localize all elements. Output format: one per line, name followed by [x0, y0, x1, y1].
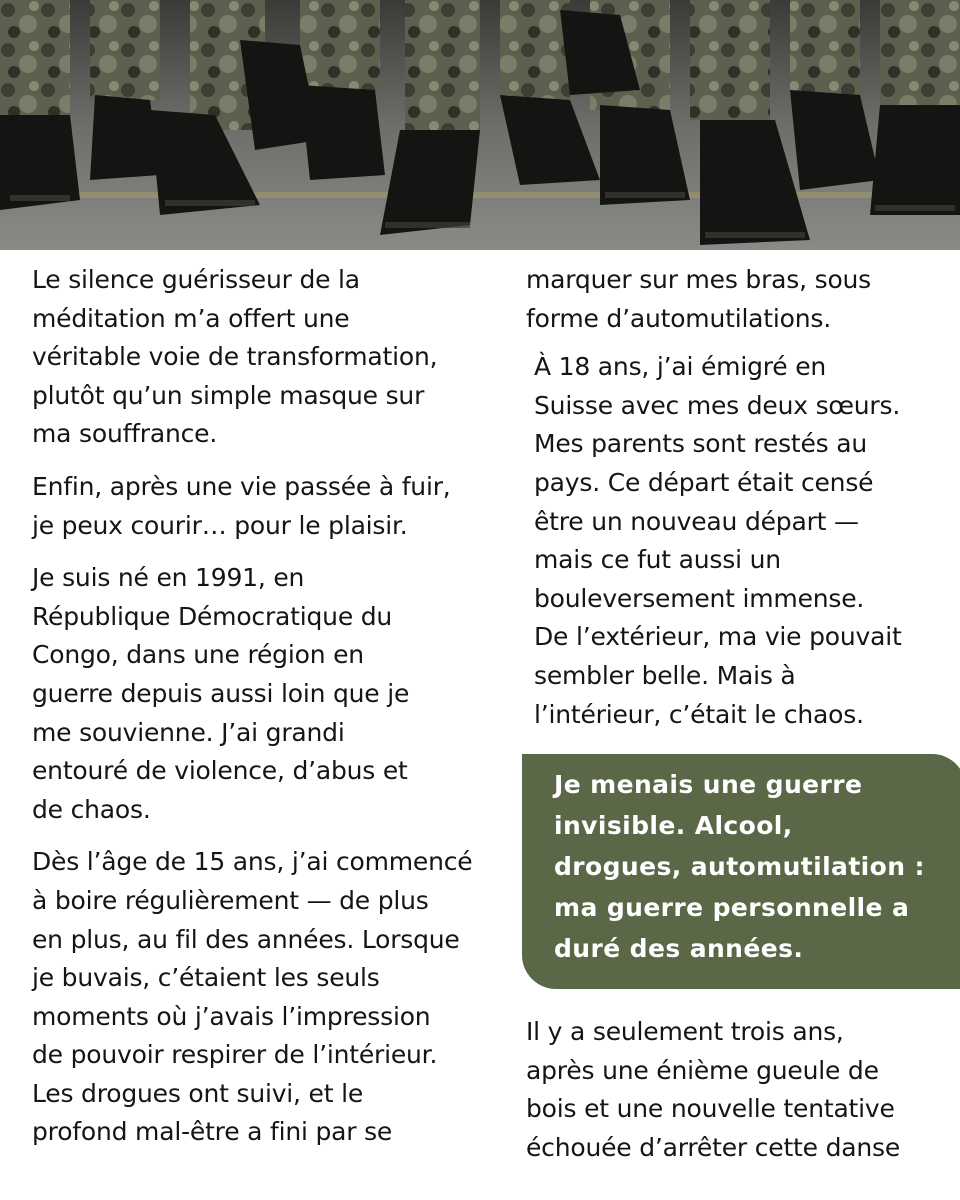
paragraph-meditation: Le silence guérisseur de la méditation m’a offert une véritable voie de transformation, plutôt qu’un simple masque sur ma souffrance.	[32, 265, 438, 449]
paragraph-three-years-ago: Il y a seulement trois ans, après une énième gueule de bois et une nouvelle tentative échouée d’arrêter cette danse	[526, 1017, 901, 1162]
hero-image	[0, 0, 960, 250]
article-column-right	[526, 261, 946, 1182]
paragraph-birth: Je suis né en 1991, en République Démocratique du Congo, dans une région en guerre depuis aussi loin que je me souvienne. J’ai grandi entouré de violence, d’abus et de chaos.	[32, 563, 410, 824]
paragraph-running: Enfin, après une vie passée à fuir, je peux courir… pour le plaisir.	[32, 471, 451, 540]
marching-soldiers-boots-photo-icon	[0, 0, 960, 250]
article-column-left	[32, 261, 512, 1166]
paragraph-drinking: Dès l’âge de 15 ans, j’ai commencé à boire régulièrement — de plus en plus, au fil des années. Lorsque je buvais, c’étaient les seuls moments où j’avais l’impression de pouvoir respirer de l’intérieur. Les drogues ont suivi, et le profond mal-être a fini par se	[32, 847, 473, 1147]
pull-quote: Je menais une guerre invisible. Alcool, drogues, automutilation : ma guerre personnelle a duré des années.	[522, 754, 960, 989]
paragraph-emigration: À 18 ans, j’ai émigré en Suisse avec mes deux sœurs. Mes parents sont restés au pays. Ce départ était censé être un nouveau départ — mais ce fut aussi un bouleversement immense. De l’extérieur, ma vie pouvait sembler belle. Mais à l’intérieur, c’était le chaos.	[534, 352, 902, 729]
paragraph-self-harm: marquer sur mes bras, sous forme d’automutilations.	[526, 265, 872, 333]
